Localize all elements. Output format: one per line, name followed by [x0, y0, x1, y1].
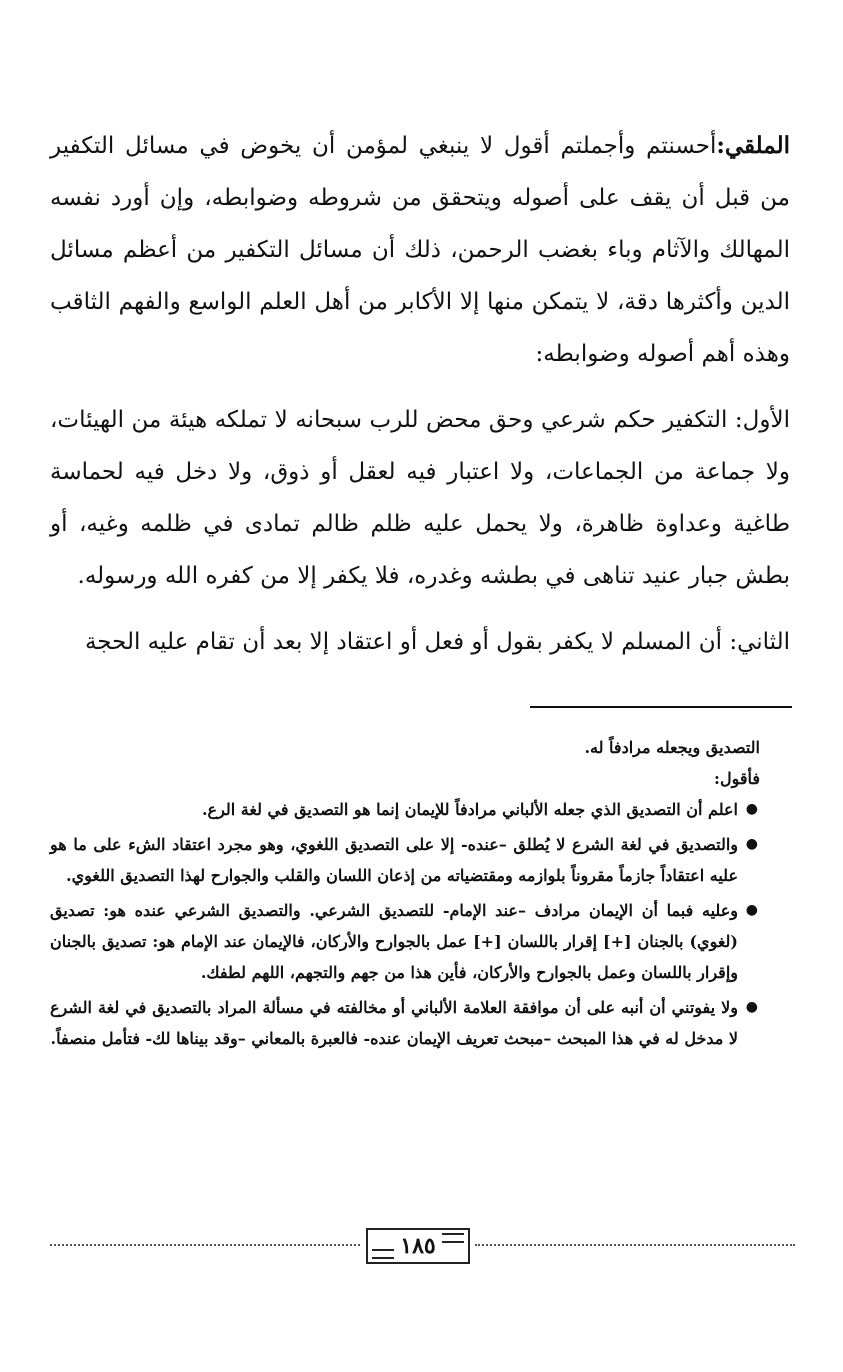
paragraph-1-body: أحسنتم وأجملتم أقول لا ينبغي لمؤمن أن يخوض في مسائل التكفير من قبل أن يقف على أصوله ويتحقق من شروطه وضوابطه، وإن أورد نفسه المهالك والآثام وباء بغضب الرحمن، ذلك أن مسائل التكفير من أعظم مسائل الدين وأكثرها دقة، لا يتمكن منها إلا الأكابر من أهل العلم الواسع والفهم الثاقب وهذه أهم أصوله وضوابطه:: [50, 133, 790, 367]
bullet-icon: ●: [745, 801, 758, 817]
paragraph-1: [50, 120, 790, 380]
main-text: [50, 120, 790, 682]
footnote-list: [50, 794, 760, 1054]
footnote-item-text: اعلم أن التصديق الذي جعله الألباني مرادفاً للإيمان إنما هو التصديق في لغة الرع.: [201, 800, 738, 819]
page-number-frame: [366, 1228, 470, 1264]
paragraph-2: الأول: التكفير حكم شرعي وحق محض للرب سبحانه لا تملكه هيئة من الهيئات، ولا جماعة من الجماعات، ولا اعتبار فيه لعقل أو ذوق، ولا دخل فيه لحماسة طاغية وعداوة ظاهرة، ولا يحمل عليه ظلم ظالم تمادى في ظلمه وغيه، أو بطش جبار عنيد تناهى في بطشه وغدره، فلا يكفر إلا من كفره الله ورسوله.: [50, 407, 790, 589]
footer-dotted-rule-right: [475, 1244, 795, 1246]
footnote-line-2: فأقول:: [714, 769, 760, 788]
ornament-icon: [442, 1233, 464, 1243]
footer-dotted-rule-left: [50, 1244, 360, 1246]
footnote-item: [50, 829, 760, 891]
bullet-icon: ●: [745, 999, 758, 1015]
footnote-item-text: والتصديق في لغة الشرع لا يُطلق –عنده- إلا على التصديق اللغوي، وهو مجرد اعتقاد الشء على ما هو عليه اعتقاداً جازماً مقروناً بلوازمه ومقتضياته من إذعان اللسان والقلب والجوارح لهذا التصديق اللغوي.: [50, 835, 738, 885]
page-footer: [50, 1228, 795, 1272]
page-number: ١٨٥: [400, 1233, 436, 1259]
ornament-icon: [372, 1249, 394, 1259]
footnote-item-text: وعليه فبما أن الإيمان مرادف –عند الإمام- للتصديق الشرعي. والتصديق الشرعي عنده هو: تصديق (لغوي) بالجنان [+] إقرار باللسان [+] عمل بالجوارح والأركان، فالإيمان عند الإمام هو: تصديق بالجنان وإقرار باللسان وعمل بالجوارح والأركان، فأين هذا من جهم والتجهم، اللهم لطفك.: [50, 901, 738, 982]
bullet-icon: ●: [745, 902, 758, 918]
bullet-icon: ●: [745, 836, 758, 852]
footnote-item: [50, 794, 760, 825]
paragraph-3: الثاني: أن المسلم لا يكفر بقول أو فعل أو اعتقاد إلا بعد أن تقام عليه الحجة: [84, 629, 790, 655]
footnote-item-text: ولا يفوتني أن أنبه على أن موافقة العلامة الألباني أو مخالفته في مسألة المراد بالتصديق في لغة الشرع لا مدخل له في هذا المبحث –مبحث تعريف الإيمان عنده- فالعبرة بالمعاني –وقد بيناها لك- فتأمل منصفاً.: [50, 998, 739, 1048]
footnote-item: [50, 992, 760, 1054]
footnote-line-1: التصديق ويجعله مرادفاً له.: [584, 738, 760, 757]
footnotes: [50, 732, 760, 1058]
footnote-separator: [530, 706, 792, 708]
speaker-label: الملقي:: [716, 132, 790, 159]
footnote-item: [50, 895, 760, 988]
